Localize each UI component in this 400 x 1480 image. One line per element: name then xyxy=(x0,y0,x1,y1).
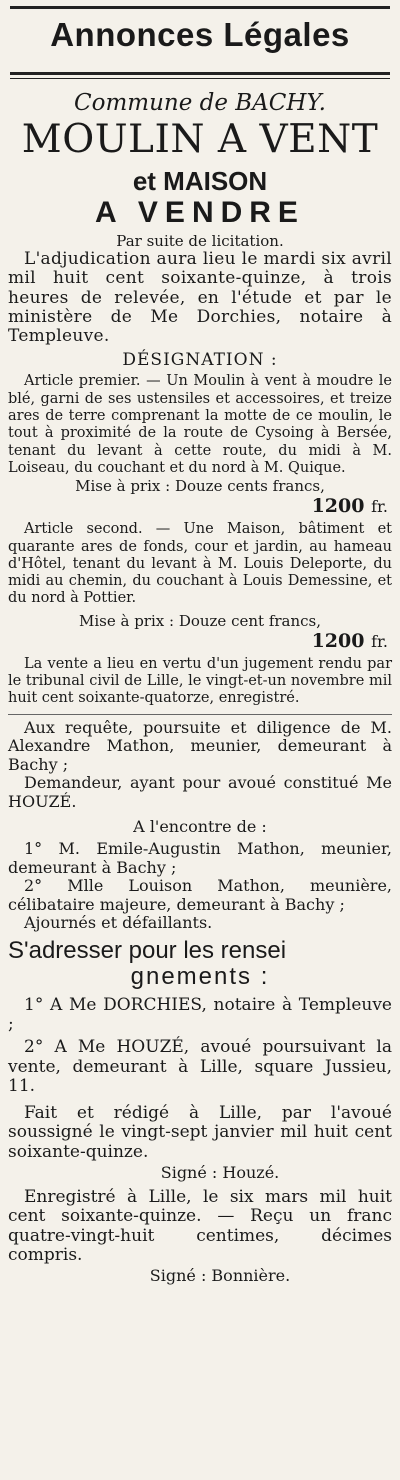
commune-line: Commune de BACHY. xyxy=(74,90,326,116)
a-vendre: A VENDRE xyxy=(95,196,305,229)
price-2-value: 1200 xyxy=(311,629,365,652)
sadresser-line-1: S'adresser pour les rensei xyxy=(8,936,287,964)
headline: MOULIN A VENT xyxy=(21,117,379,162)
article-2: Article second. — Une Maison, bâtiment et quarante ares de fonds, cour et jardin, au hameau d'Hôtel, tenant du levant à M. Louis Deleporte, du midi au chemin, du couchant à Louis Demessine, et du nord à Pottier. xyxy=(8,521,392,607)
ajournes-line: Ajournés et défaillants. xyxy=(24,913,213,933)
header-rule xyxy=(10,72,390,75)
address-1: 1° A Me DORCHIES, notaire à Templeuve ; xyxy=(8,994,392,1034)
article-1: Article premier. — Un Moulin à vent à moudre le blé, garni de ses ustensiles et accessoires, et treize ares de terre comprenant la motte de ce moulin, le tout à proximité de la route de Cysoing à Bersée, tenant du levant à cette route, du midi à M. Loiseau, du couchant et du nord à M. Quique. xyxy=(8,373,392,476)
price-1 xyxy=(8,496,392,517)
masthead-title: Annonces Légales xyxy=(50,16,350,53)
requete-paragraph: Aux requête, poursuite et diligence de M. Alexandre Mathon, meunier, demeurant à Bachy ; xyxy=(8,717,392,774)
licitation-line: Par suite de licitation. xyxy=(116,232,284,250)
jugement-paragraph: La vente a lieu en vertu d'un jugement rendu par le tribunal civil de Lille, le vingt-et-un novembre mil huit cent soixante-quatorze, enregistré. xyxy=(8,655,392,707)
signature-2: Signé : Bonnière. xyxy=(149,1266,291,1286)
fait-paragraph: Fait et rédigé à Lille, par l'avoué soussigné le vingt-sept janvier mil huit cent soixante-quinze. xyxy=(8,1103,392,1162)
price-1-value: 1200 xyxy=(311,495,365,518)
signature-1: Signé : Houzé. xyxy=(160,1163,280,1183)
section-divider xyxy=(8,714,392,715)
price-2-unit: fr. xyxy=(371,631,388,651)
address-2: 2° A Me HOUZÉ, avoué poursuivant la vente, demeurant à Lille, square Jussieu, 11. xyxy=(8,1037,392,1096)
price-1-unit: fr. xyxy=(371,497,388,517)
notice-column xyxy=(8,86,392,1287)
enregistre-paragraph: Enregistré à Lille, le six mars mil huit cent soixante-quinze. — Reçu un franc quatre-vingt-huit centimes, décimes compris. xyxy=(8,1187,392,1265)
sadresser-line-2: gnements : xyxy=(130,962,270,990)
demandeur-paragraph: Demandeur, ayant pour avoué constitué Me HOUZÉ. xyxy=(8,773,392,811)
mise-a-prix-2: Mise à prix : Douze cent francs, xyxy=(78,611,322,630)
designation-heading: DÉSIGNATION : xyxy=(122,350,278,371)
header-rule-thin xyxy=(10,78,390,79)
intro-paragraph: L'adjudication aura lieu le mardi six avril mil huit cent soixante-quinze, à trois heures de relevée, en l'étude et par le ministère de Me Dorchies, notaire à Templeuve. xyxy=(8,249,392,347)
encontre-line: A l'encontre de : xyxy=(133,817,267,837)
defendant-1: 1° M. Emile-Augustin Mathon, meunier, demeurant à Bachy ; xyxy=(8,839,392,877)
defendant-2: 2° Mlle Louison Mathon, meunière, célibataire majeure, demeurant à Bachy ; xyxy=(8,876,392,914)
subhead: et MAISON xyxy=(132,166,268,196)
mise-a-prix-1: Mise à prix : Douze cents francs, xyxy=(75,477,325,496)
price-2 xyxy=(8,631,392,652)
top-rule xyxy=(10,6,390,9)
